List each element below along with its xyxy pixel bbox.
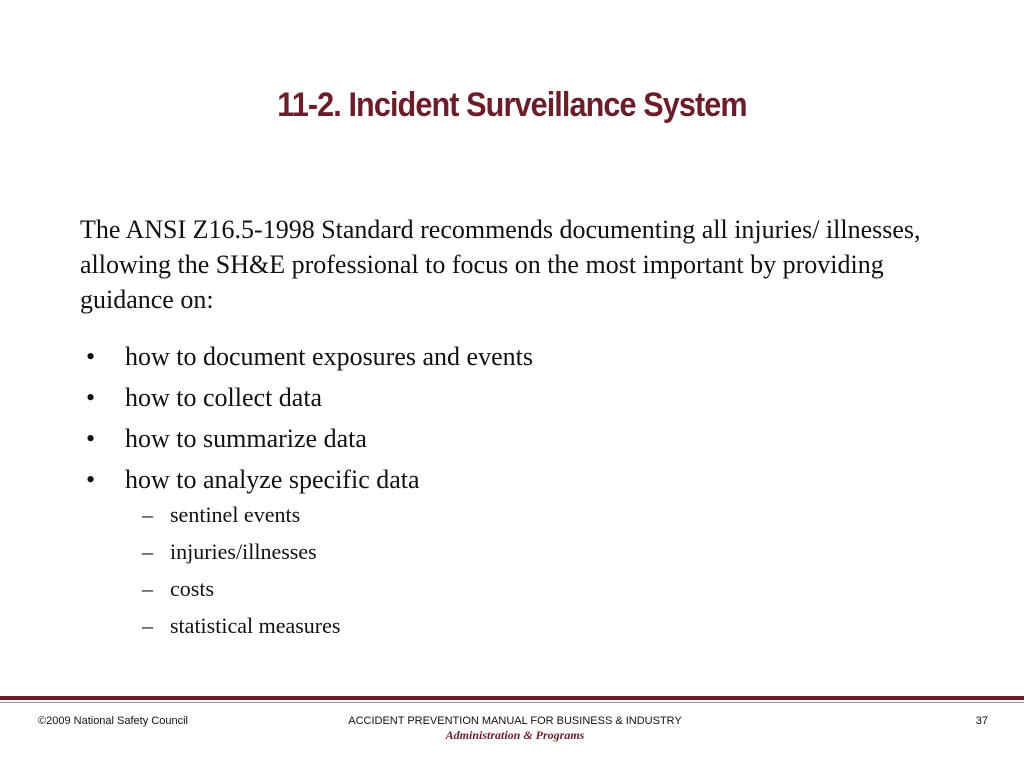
footer-copyright: ©2009 National Safety Council (38, 715, 188, 727)
bullet-list (86, 341, 966, 505)
sub-bullet-marker: – (142, 576, 153, 601)
sub-bullet-item (142, 539, 340, 576)
bullet-item (86, 464, 966, 505)
bullet-marker: • (86, 465, 96, 494)
bullet-item (86, 341, 966, 382)
bullet-item (86, 423, 966, 464)
sub-bullet-item (142, 502, 340, 539)
sub-bullet-list (142, 502, 340, 650)
sub-bullet-marker: – (142, 613, 153, 638)
footer-divider (0, 696, 1024, 700)
footer-divider-thin (0, 702, 1024, 703)
bullet-text: how to analyze specific data (125, 465, 420, 494)
sub-bullet-text: costs (170, 576, 214, 601)
sub-bullet-item (142, 613, 340, 650)
bullet-text: how to collect data (125, 383, 323, 412)
footer-manual (300, 714, 730, 742)
bullet-item (86, 382, 966, 423)
bullet-marker: • (86, 342, 96, 371)
bullet-text: how to summarize data (125, 424, 367, 453)
sub-bullet-text: statistical measures (170, 613, 341, 638)
sub-bullet-text: sentinel events (170, 502, 301, 527)
bullet-marker: • (86, 383, 96, 412)
intro-paragraph: The ANSI Z16.5-1998 Standard recommends documenting all injuries/ illnesses, allowing the SH&E professional to focus on the most important by providing guidance on: (80, 215, 921, 314)
sub-bullet-text: injuries/illnesses (170, 539, 317, 564)
bullet-marker: • (86, 424, 96, 453)
footer-manual-title: ACCIDENT PREVENTION MANUAL FOR BUSINESS & INDUSTRY (348, 715, 682, 727)
bullet-text: how to document exposures and events (125, 342, 533, 371)
sub-bullet-marker: – (142, 502, 153, 527)
sub-bullet-item (142, 576, 340, 613)
page-number: 37 (975, 715, 988, 727)
footer-manual-subtitle: Administration & Programs (445, 728, 585, 742)
slide-title: 11-2. Incident Surveillance System (277, 86, 747, 124)
sub-bullet-marker: – (142, 539, 153, 564)
